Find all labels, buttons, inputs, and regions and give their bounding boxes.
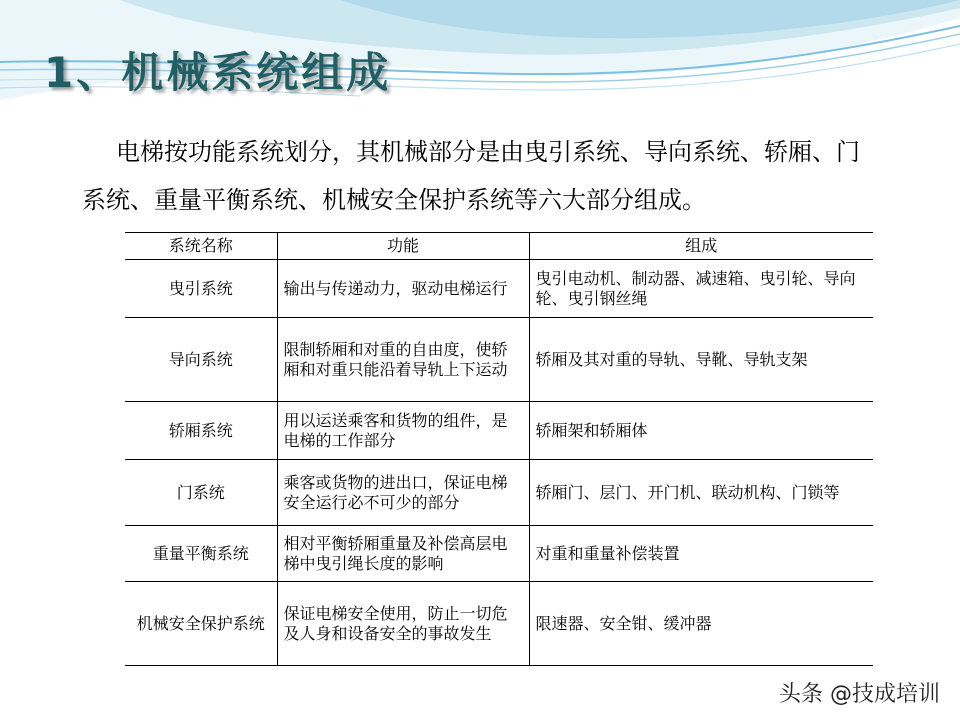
intro-text: 电梯按功能系统划分，其机械部分是由曳引系统、导向系统、轿厢、门系统、重量平衡系统、机械安全保护系统等六大部分组成。 <box>82 138 860 214</box>
function-cell: 保证电梯安全使用，防止一切危及人身和设备安全的事故发生 <box>277 582 529 666</box>
composition-cell: 曳引电动机、制动器、减速箱、曳引轮、导向轮、曳引钢丝绳 <box>529 260 873 318</box>
mechanical-systems-table <box>125 232 873 666</box>
system-name-cell: 轿厢系统 <box>125 402 277 460</box>
table-row <box>125 260 873 318</box>
table-row <box>125 526 873 582</box>
intro-paragraph <box>82 128 882 224</box>
table-row <box>125 460 873 526</box>
system-name-cell: 导向系统 <box>125 318 277 402</box>
composition-cell: 轿厢及其对重的导轨、导靴、导轨支架 <box>529 318 873 402</box>
function-cell: 限制轿厢和对重的自由度，使轿厢和对重只能沿着导轨上下运动 <box>277 318 529 402</box>
system-name-cell: 重量平衡系统 <box>125 526 277 582</box>
header-function: 功能 <box>277 233 529 260</box>
function-cell: 乘客或货物的进出口，保证电梯安全运行必不可少的部分 <box>277 460 529 526</box>
composition-cell: 对重和重量补偿装置 <box>529 526 873 582</box>
composition-cell: 轿厢门、层门、开门机、联动机构、门锁等 <box>529 460 873 526</box>
table-row <box>125 318 873 402</box>
composition-cell: 限速器、安全钳、缓冲器 <box>529 582 873 666</box>
system-name-cell: 机械安全保护系统 <box>125 582 277 666</box>
slide-title: 1、机械系统组成 <box>44 48 392 97</box>
header-system-name: 系统名称 <box>125 233 277 260</box>
table-row <box>125 582 873 666</box>
header-composition: 组成 <box>529 233 873 260</box>
function-cell: 用以运送乘客和货物的组件，是电梯的工作部分 <box>277 402 529 460</box>
system-name-cell: 曳引系统 <box>125 260 277 318</box>
system-name-cell: 门系统 <box>125 460 277 526</box>
watermark: 头条 @技成培训 <box>779 682 940 707</box>
table-header-row <box>125 233 873 260</box>
composition-cell: 轿厢架和轿厢体 <box>529 402 873 460</box>
function-cell: 输出与传递动力，驱动电梯运行 <box>277 260 529 318</box>
function-cell: 相对平衡轿厢重量及补偿高层电梯中曳引绳长度的影响 <box>277 526 529 582</box>
table-row <box>125 402 873 460</box>
